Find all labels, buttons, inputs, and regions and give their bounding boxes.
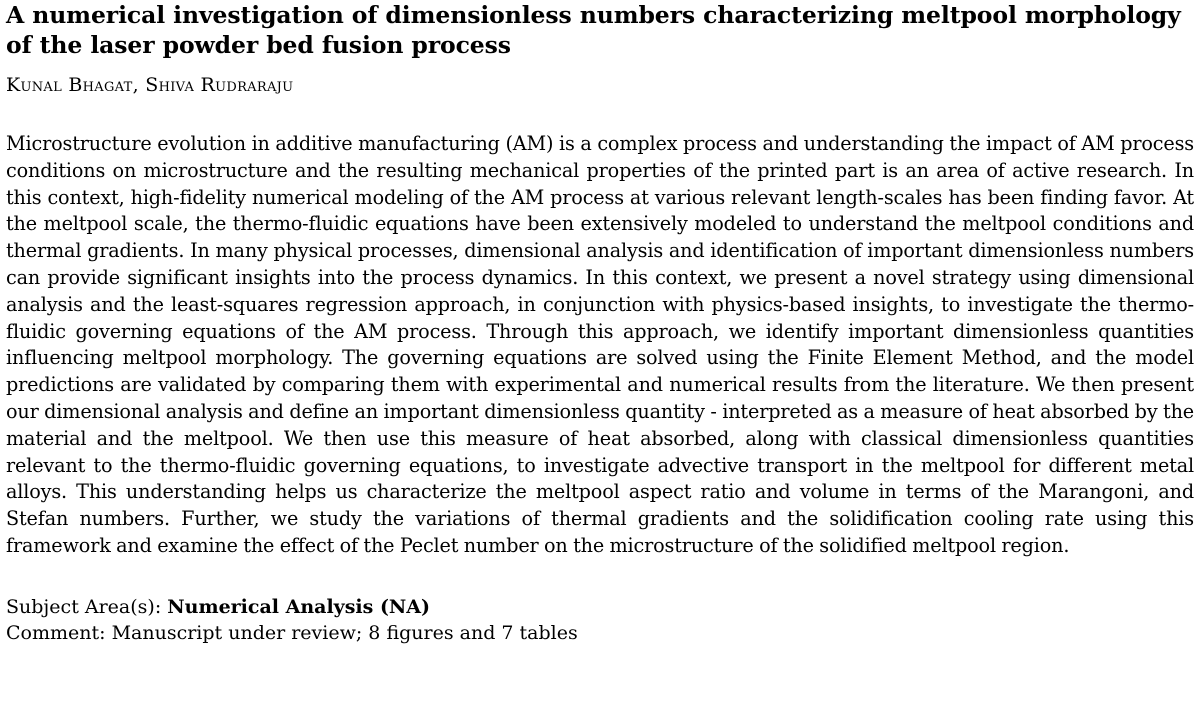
comment-label: Comment: — [6, 621, 106, 644]
subject-area-line — [6, 594, 1194, 620]
comment-value: Manuscript under review; 8 figures and 7 tables — [111, 621, 578, 644]
paper-abstract: Microstructure evolution in additive manufacturing (AM) is a complex process and understanding the impact of AM process conditions on microstructure and the resulting mechanical properties of the printed part is an area of active research. In this context, high-fidelity numerical modeling of the AM process at various relevant length-scales has been finding favor. At the meltpool scale, the thermo-fluidic equations have been extensively modeled to understand the meltpool conditions and thermal gradients. In many physical processes, dimensional analysis and identification of important dimensionless numbers can provide significant insights into the process dynamics. In this context, we present a novel strategy using dimensional analysis and the least-squares regression approach, in conjunction with physics-based insights, to investigate the thermo-fluidic governing equations of the AM process. Through this approach, we identify important dimensionless quantities influencing meltpool morphology. The governing equations are solved using the Finite Element Method, and the model predictions are validated by comparing them with experimental and numerical results from the literature. We then present our dimensional analysis and define an important dimensionless quantity - interpreted as a measure of heat absorbed by the material and the meltpool. We then use this measure of heat absorbed, along with classical dimensionless quantities relevant to the thermo-fluidic governing equations, to investigate advective transport in the meltpool for different metal alloys. This understanding helps us characterize the meltpool aspect ratio and volume in terms of the Marangoni, and Stefan numbers. Further, we study the variations of thermal gradients and the solidification cooling rate using this framework and examine the effect of the Peclet number on the microstructure of the solidified meltpool region. — [6, 132, 1194, 557]
subject-area-value: Numerical Analysis (NA) — [167, 595, 431, 618]
paper-metadata — [6, 594, 1194, 646]
paper-title: A numerical investigation of dimensionless numbers characterizing meltpool morphology of the laser powder bed fusion process — [6, 1, 1181, 59]
comment-line — [6, 620, 1194, 646]
paper-authors: Kunal Bhagat, Shiva Rudraraju — [6, 74, 294, 96]
subject-area-label: Subject Area(s): — [6, 595, 162, 618]
